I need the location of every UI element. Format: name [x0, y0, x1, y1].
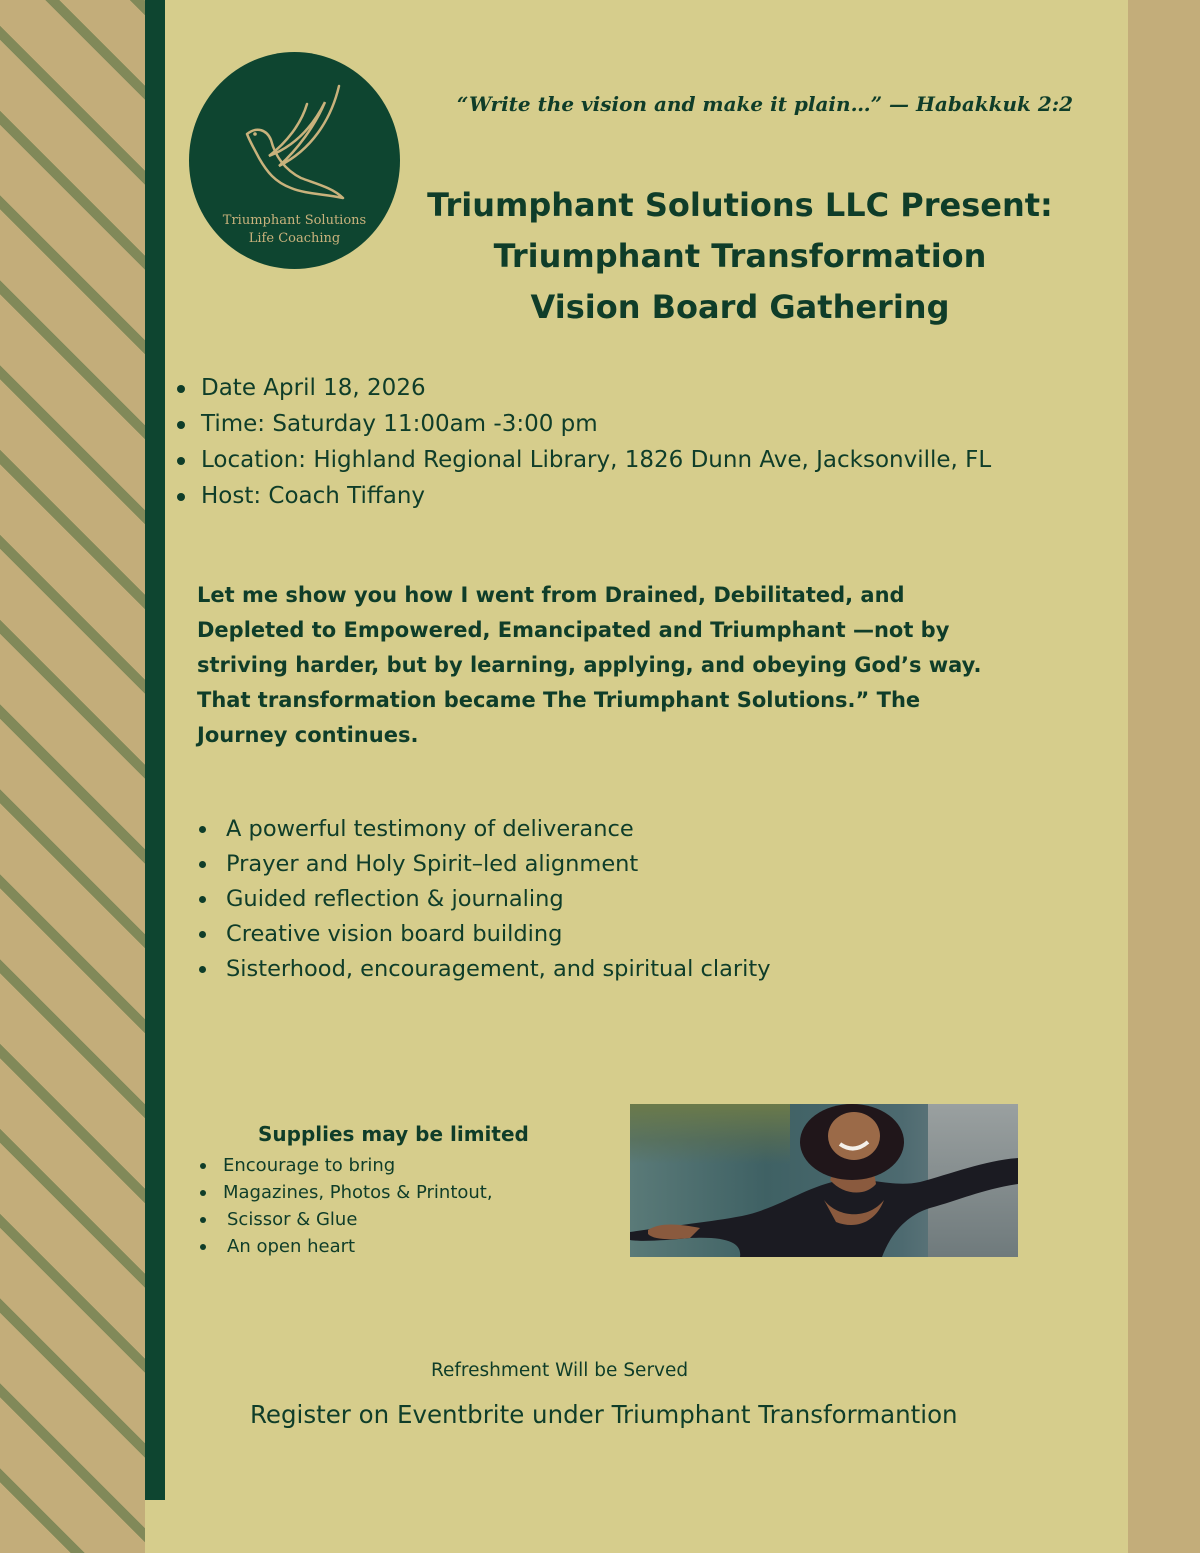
story-line: Depleted to Empowered, Emancipated and Triumphant —not by — [197, 618, 950, 642]
detail-location: Location: Highland Regional Library, 1826 Dunn Ave, Jacksonville, FL — [172, 442, 991, 478]
register-note: Register on Eventbrite under Triumphant Transformantion — [250, 1400, 958, 1429]
title-line-1: Triumphant Solutions LLC Present: — [427, 186, 1053, 224]
story-line: Journey continues. — [197, 723, 419, 747]
logo-text — [189, 212, 400, 248]
supplies-item: Encourage to bring — [197, 1152, 493, 1179]
logo — [189, 52, 400, 269]
detail-host: Host: Coach Tiffany — [172, 478, 991, 514]
green-accent-bar — [145, 0, 165, 1500]
list-item: Guided reflection & journaling — [197, 882, 771, 917]
list-item: A powerful testimony of deliverance — [197, 812, 771, 847]
supplies-heading: Supplies may be limited — [258, 1122, 529, 1146]
logo-text-line-1: Triumphant Solutions — [222, 213, 367, 228]
title-line-3: Vision Board Gathering — [530, 288, 950, 326]
page-title — [400, 180, 1080, 333]
title-line-2: Triumphant Transformation — [493, 237, 987, 275]
logo-text-line-2: Life Coaching — [248, 231, 341, 246]
list-item: Prayer and Holy Spirit–led alignment — [197, 847, 771, 882]
scripture-quote: “Write the vision and make it plain…” — Habakkuk 2:2 — [456, 92, 1074, 116]
story-line: That transformation became The Triumphant Solutions.” The — [197, 688, 921, 712]
refreshment-note: Refreshment Will be Served — [431, 1360, 689, 1381]
dove-icon — [239, 80, 349, 210]
list-item: Creative vision board building — [197, 917, 771, 952]
testimony-paragraph — [197, 578, 1077, 753]
story-line: Let me show you how I went from Drained, Debilitated, and — [197, 583, 905, 607]
right-side-band — [1128, 0, 1200, 1553]
highlights-list — [197, 812, 771, 987]
striped-side-band — [0, 0, 145, 1553]
list-item: Sisterhood, encouragement, and spiritual clarity — [197, 952, 771, 987]
detail-time: Time: Saturday 11:00am -3:00 pm — [172, 406, 991, 442]
supplies-item: Magazines, Photos & Printout, — [197, 1179, 493, 1206]
joyful-woman-photo — [630, 1104, 1018, 1257]
woman-figure — [630, 1104, 1018, 1257]
supplies-item: Scissor & Glue — [197, 1206, 493, 1233]
detail-date: Date April 18, 2026 — [172, 370, 991, 406]
supplies-list — [197, 1152, 493, 1260]
story-line: striving harder, but by learning, applying, and obeying God’s way. — [197, 653, 982, 677]
event-details-list — [172, 370, 991, 514]
supplies-item: An open heart — [197, 1233, 493, 1260]
